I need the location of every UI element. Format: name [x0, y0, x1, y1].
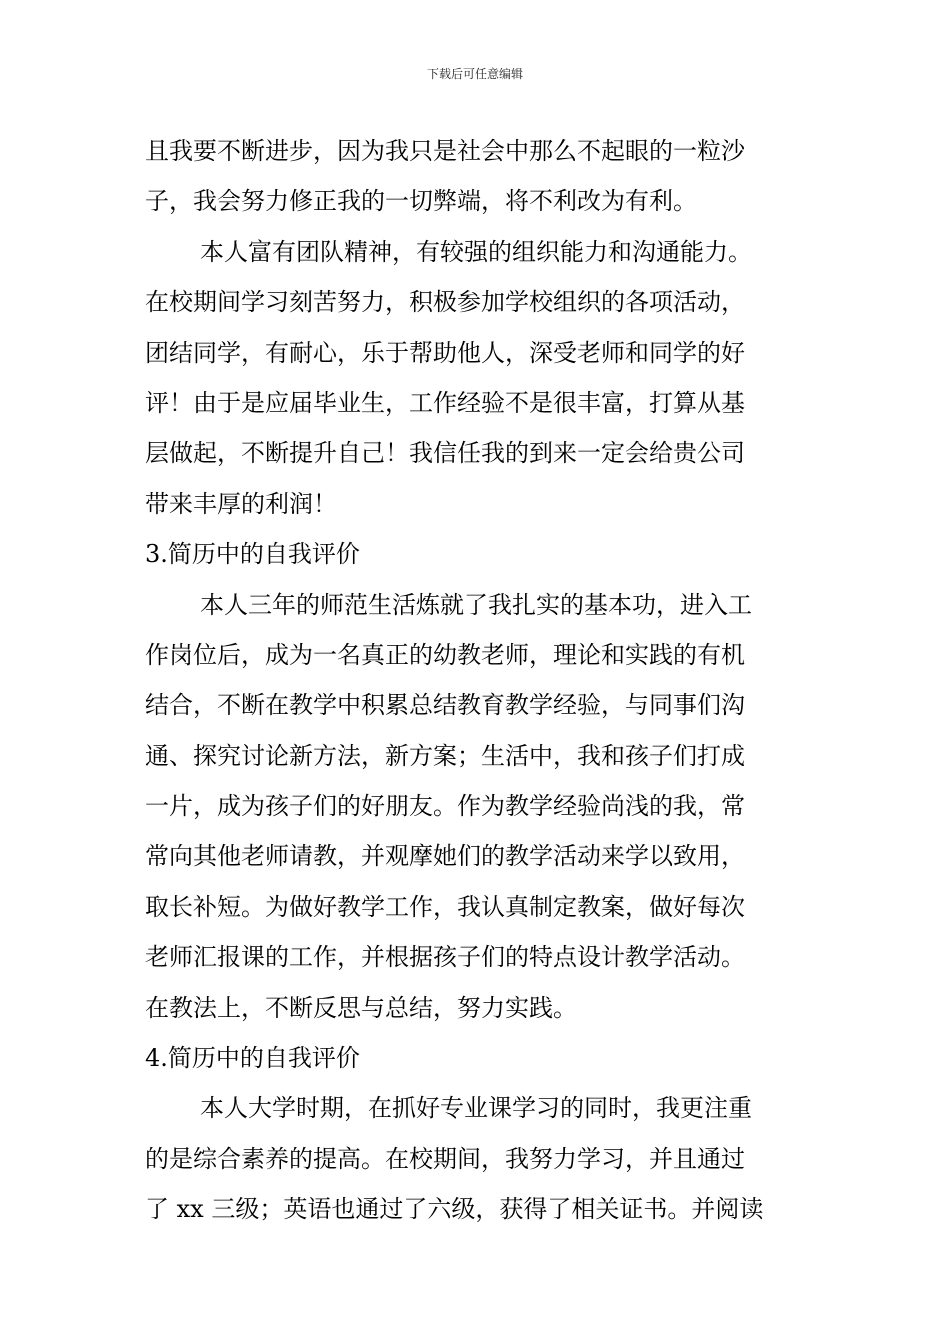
text-line: 通、探究讨论新方法，新方案；生活中，我和孩子们打成	[145, 741, 745, 770]
text-line: 层做起，不断提升自己！我信任我的到来一定会给贵公司	[145, 439, 745, 468]
text-line: 在校期间学习刻苦努力，积极参加学校组织的各项活动，	[145, 288, 745, 317]
page-header: 下载后可任意编辑	[426, 67, 523, 81]
text-line: 的是综合素养的提高。在校期间，我努力学习，并且通过	[145, 1144, 745, 1173]
text-line: 作岗位后，成为一名真正的幼教老师，理论和实践的有机	[145, 640, 745, 669]
text-line: 常向其他老师请教，并观摩她们的教学活动来学以致用，	[145, 842, 745, 871]
paragraph-start-line: 本人富有团队精神，有较强的组织能力和沟通能力。	[200, 237, 752, 266]
text-line: 老师汇报课的工作，并根据孩子们的特点设计教学活动。	[145, 943, 745, 972]
section-heading: 3.简历中的自我评价	[145, 540, 360, 569]
paragraph-start-line: 本人三年的师范生活炼就了我扎实的基本功，进入工	[200, 590, 752, 619]
paragraph-start-line: 本人大学时期，在抓好专业课学习的同时，我更注重	[200, 1094, 752, 1123]
text-line: 一片，成为孩子们的好朋友。作为教学经验尚浅的我，常	[145, 792, 745, 821]
text-line: 且我要不断进步，因为我只是社会中那么不起眼的一粒沙	[145, 137, 745, 165]
text-line: 团结同学，有耐心，乐于帮助他人，深受老师和同学的好	[145, 338, 745, 367]
text-line: 在教法上，不断反思与总结，努力实践。	[145, 993, 577, 1022]
text-line: 了 xx 三级；英语也通过了六级，获得了相关证书。并阅读	[145, 1195, 764, 1224]
text-line: 结合，不断在教学中积累总结教育教学经验，与同事们沟	[145, 691, 745, 720]
text-line: 带来丰厚的利润！	[145, 489, 337, 518]
text-line: 评！由于是应届毕业生，工作经验不是很丰富，打算从基	[145, 388, 745, 417]
document-body	[145, 126, 810, 1235]
text-line: 取长补短。为做好教学工作，我认真制定教案，做好每次	[145, 892, 745, 921]
section-heading: 4.简历中的自我评价	[145, 1044, 360, 1073]
text-line: 子，我会努力修正我的一切弊端，将不利改为有利。	[145, 187, 697, 216]
